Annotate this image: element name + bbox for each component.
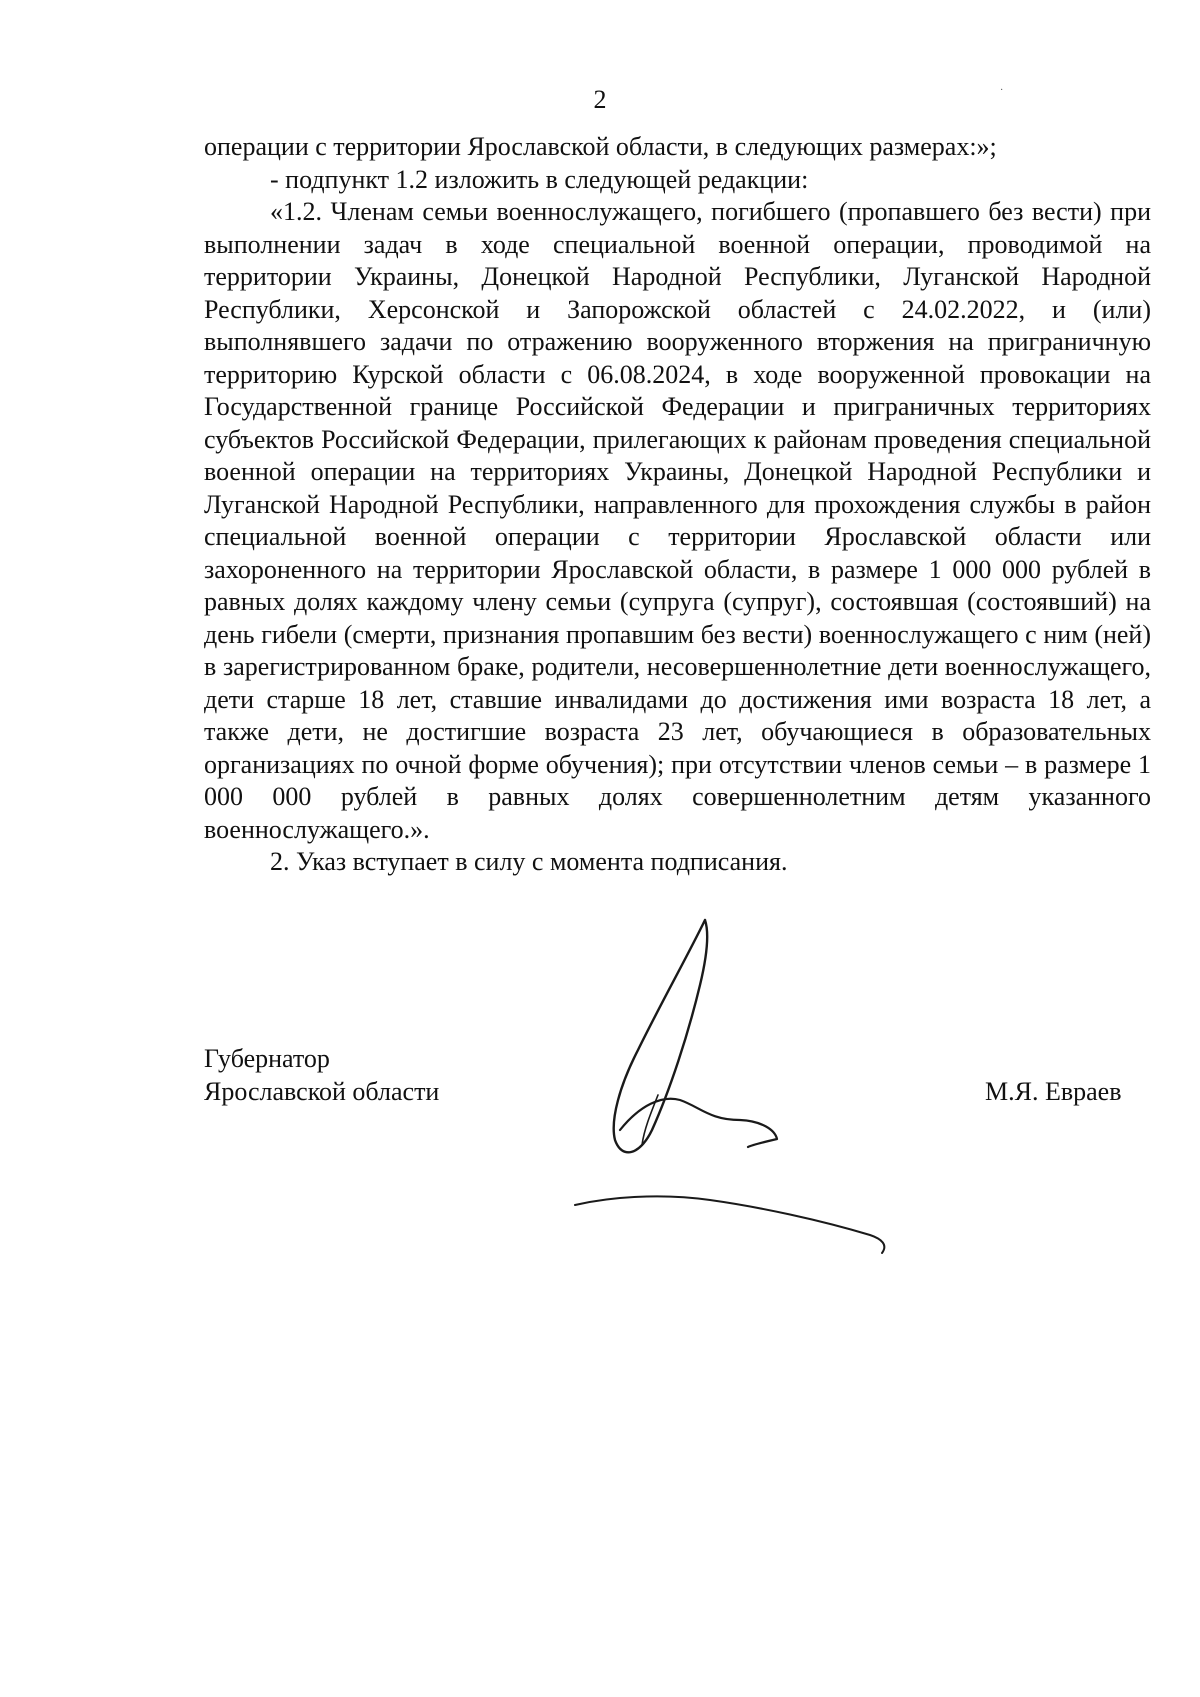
paragraph-subpoint-1-2: «1.2. Членам семьи военнослужащего, погибшего (пропавшего без вести) при выполнении задач в ходе специальной военной операции, проводимой на территории Украины, Донецкой Народной Республики, Луганской Народной Республики, Херсонской и Запорожской областей с 24.02.2022, и (или) выполнявшего задачи по отражению вооруженного вторжения на приграничную территорию Курской области с 06.08.2024, в ходе вооруженной провокации на Государственной границе Российской Федерации и приграничных территориях субъектов Российской Федерации, прилегающих к районам проведения специальной военной операции на территориях Украины, Донецкой Народной Республики и Луганской Народной Республики, направленного для прохождения службы в район специальной военной операции с территории Ярославской области или захороненного на территории Ярославской области, в размере 1 000 000 рублей в равных долях каждому члену семьи (супруга (супруг), состоявшая (состоявший) на день гибели (смерти, признания пропавшим без вести) военнослужащего с ним (ней) в зарегистрированном браке, родители, несовершеннолетние дети военнослужащего, дети старше 18 лет, ставшие инвалидами до достижения ими возраста 18 лет, а также дети, не достигшие возраста 23 лет, обучающиеся в образовательных организациях по очной форме обучения); при отсутствии членов семьи – в размере 1 000 000 рублей в равных долях совершеннолетним детям указанного военнослужащего.». [204,197,1151,844]
signature-underline-stroke [575,1196,884,1253]
paragraph-subpoint-intro: - подпункт 1.2 изложить в следующей редакции: [270,164,809,194]
handwritten-signature [570,915,950,1275]
paragraph-effective-date: 2. Указ вступает в силу с момента подписания. [270,847,788,876]
signature-loop-stroke [614,920,708,1152]
paragraph-continuation: операции с территории Ярославской области, в следующих размерах:»; [204,132,997,161]
signatory-title [204,1042,439,1108]
signatory-title-line2: Ярославской области [204,1077,440,1106]
signatory-title-line1: Губернатор [204,1044,330,1073]
page-number: 2 [593,85,607,114]
signatory-name: М.Я. Евраев [985,1077,1122,1106]
document-body [204,131,1151,879]
scan-dot-mark: · [1000,85,1004,96]
